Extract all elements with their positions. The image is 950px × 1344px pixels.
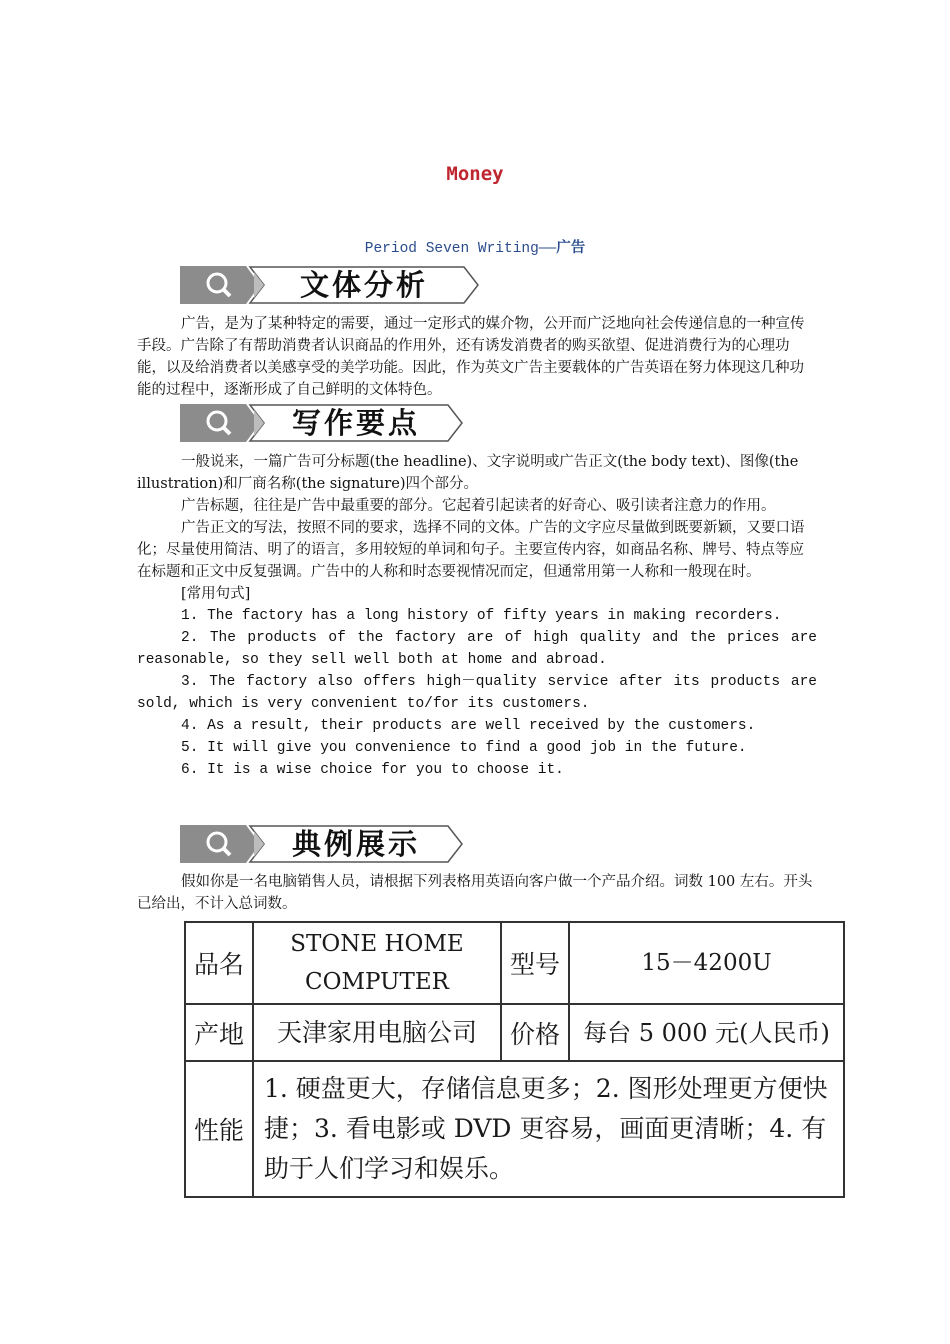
example-task-paragraph: 假如你是一名电脑销售人员，请根据下列表格用英语向客户做一个产品介绍。词数 100 左右。开头已给出，不计入总词数。 (137, 874, 813, 912)
magnifier-icon (198, 266, 238, 304)
banner-label: 文体分析 (300, 268, 429, 302)
writing-point-paragraph: 广告标题，往往是广告中最重要的部分。它起着引起读者的好奇心、吸引读者注意力的作用。 (181, 498, 776, 514)
common-sentence: 5. It will give you convenience to find a good job in the future. (181, 740, 747, 756)
model-value: 15－4200U (569, 922, 844, 1004)
product-spec-table (184, 921, 845, 1198)
writing-point-paragraph: 广告正文的写法，按照不同的要求，选择不同的文体。广告的文字应尽量做到既要新颖，又要口语化；尽量使用简洁、明了的语言，多用较短的单词和句子。主要宣传内容，如商品名称、牌号、特点等应在标题和正文中反复强调。广告中的人称和时态要视情况而定，但通常用第一人称和一般现在时。 (137, 520, 805, 580)
model-label: 型号 (501, 922, 569, 1004)
magnifier-icon (198, 404, 238, 442)
origin-value: 天津家用电脑公司 (253, 1004, 501, 1061)
page-subtitle (0, 236, 950, 257)
performance-value: 1. 硬盘更大，存储信息更多；2. 图形处理更方便快捷；3. 看电影或 DVD 更容易，画面更清晰；4. 有助于人们学习和娱乐。 (253, 1061, 844, 1197)
common-sentence: 1. The factory has a long history of fifty years in making recorders. (181, 608, 782, 624)
product-name-label: 品名 (185, 922, 253, 1004)
origin-label: 产地 (185, 1004, 253, 1061)
magnifier-icon (198, 825, 238, 863)
table-row (185, 922, 844, 1004)
style-analysis-paragraph: 广告，是为了某种特定的需要，通过一定形式的媒介物，公开而广泛地向社会传递信息的一种宣传手段。广告除了有帮助消费者认识商品的作用外，还有诱发消费者的购买欲望、促进消费行为的心理功能，以及给消费者以美感享受的美学功能。因此，作为英文广告主要载体的广告英语在努力体现这几种功能的过程中，逐渐形成了自己鲜明的文体特色。 (137, 316, 805, 398)
performance-label: 性能 (185, 1061, 253, 1197)
subtitle-chinese: 广告 (556, 239, 586, 256)
writing-point-paragraph: 一般说来，一篇广告可分标题(the headline)、文字说明或广告正文(the body text)、图像(the illustration)和厂商名称(the signature)四个部分。 (137, 454, 799, 492)
subtitle-english: Period Seven Writing—— (364, 241, 557, 257)
price-value: 每台 5 000 元(人民币) (569, 1004, 844, 1061)
section-banner-writing-points (180, 404, 465, 444)
common-sentences-heading: [常用句式] (181, 586, 251, 602)
section-banner-style-analysis (180, 266, 480, 306)
section-banner-example (180, 825, 465, 865)
banner-label: 写作要点 (292, 406, 421, 440)
page-title: Money (446, 163, 504, 185)
common-sentence: 2. The products of the factory are of high quality and the prices are reasonable, so they sell well both at home and abroad. (137, 630, 817, 668)
common-sentence: 6. It is a wise choice for you to choose it. (181, 762, 564, 778)
product-name-value: STONE HOME COMPUTER (253, 922, 501, 1004)
table-row (185, 1061, 844, 1197)
banner-label: 典例展示 (292, 827, 421, 861)
writing-points-block (137, 451, 817, 781)
common-sentence: 3. The factory also offers high－quality service after its products are sold, which is very convenient to/for its customers. (137, 674, 817, 712)
price-label: 价格 (501, 1004, 569, 1061)
common-sentence: 4. As a result, their products are well received by the customers. (181, 718, 756, 734)
table-row (185, 1004, 844, 1061)
